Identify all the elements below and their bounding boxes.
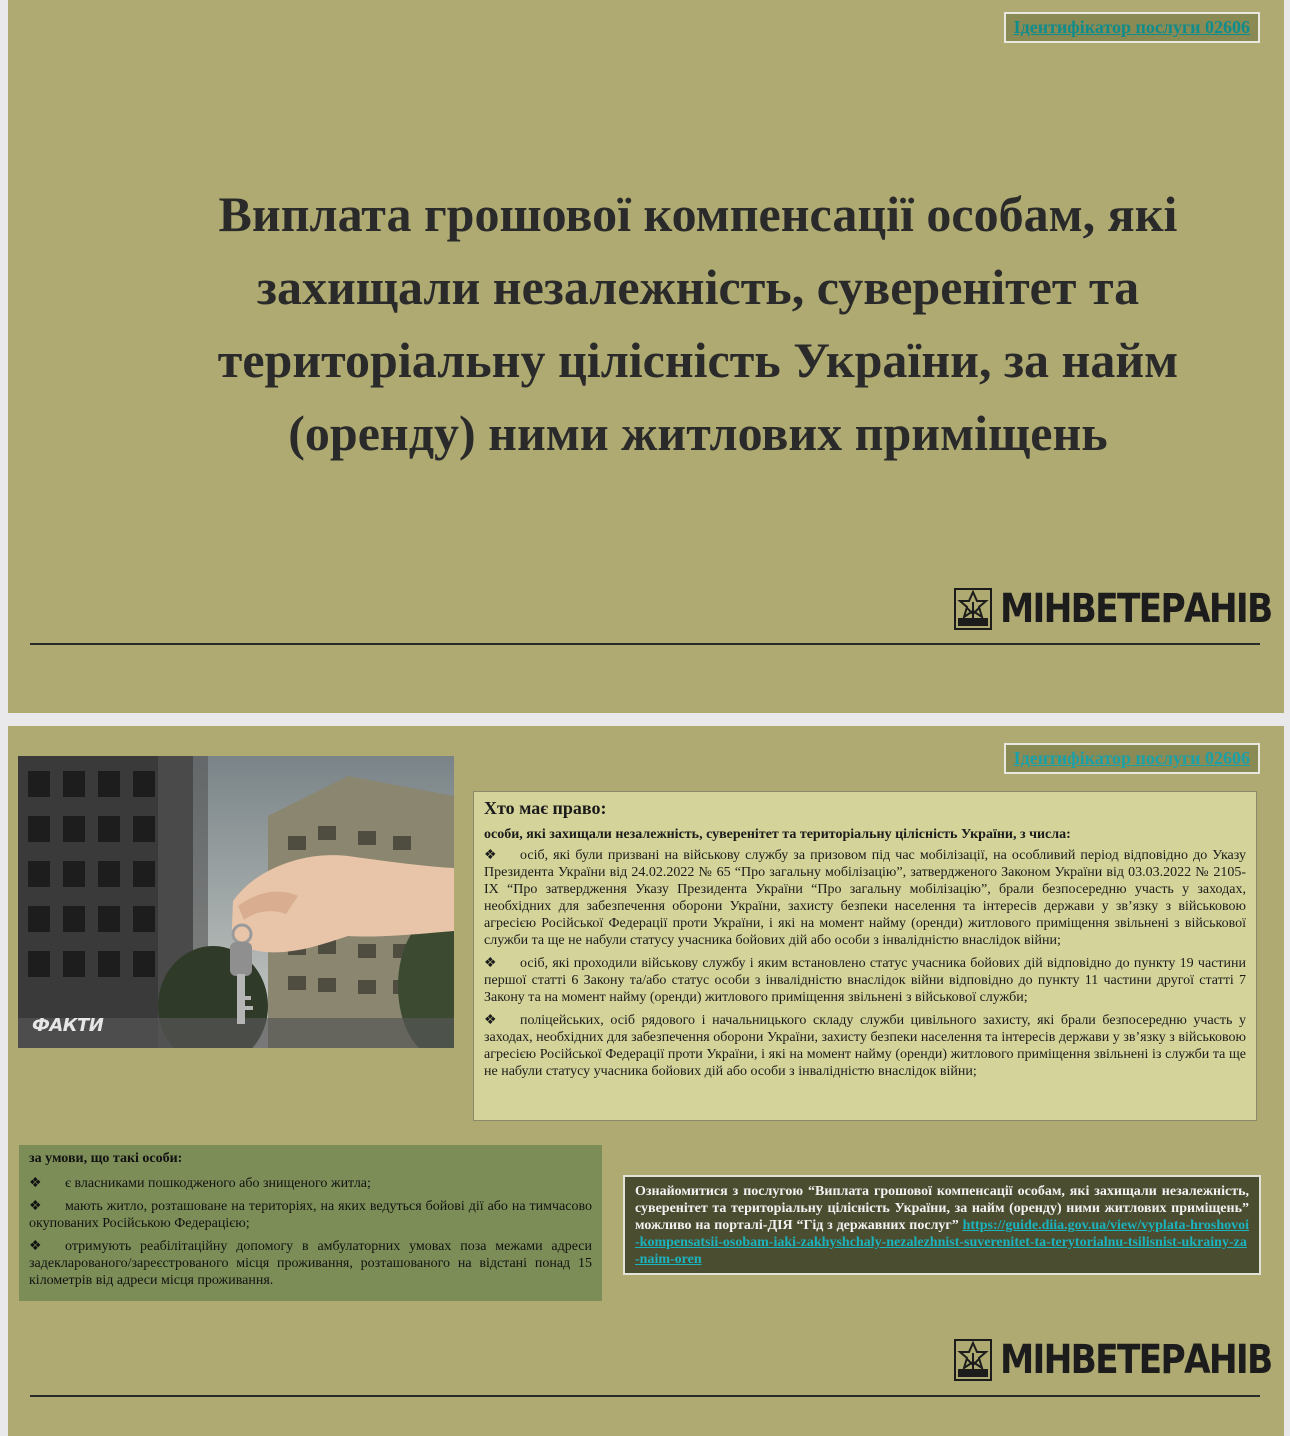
eligibility-item: ❖ поліцейських, осіб рядового і начальницького складу служби цивільного захисту, які брали безпосередню участь у заходах, необхідних для забезпечення оборони України, захисту безпеки населення та інтересів держави у зв’язку з військовою агресією Російської Федерації проти України, і які на момент найму (оренди) житлового приміщення звільнені із служби та ще не набули статусу учасника бойових дій або особи з інвалідністю внаслідок війни; bbox=[484, 1013, 1246, 1079]
eligibility-subtitle: особи, які захищали незалежність, суверенітет та територіальну цілісність України, з числа: bbox=[484, 827, 1071, 842]
eligibility-box bbox=[473, 791, 1257, 1121]
conditions-title: за умови, що такі особи: bbox=[29, 1151, 183, 1166]
eligibility-title: Хто має право: bbox=[484, 798, 607, 818]
bullet-icon: ❖ bbox=[29, 1199, 42, 1214]
diia-info-box bbox=[623, 1175, 1261, 1275]
bullet-icon: ❖ bbox=[484, 1013, 497, 1028]
condition-item: ❖ мають житло, розташоване на територіях, на яких ведуться бойові дії або на тимчасово окупованих Російською Федерацією; bbox=[29, 1199, 592, 1231]
photo-illustration bbox=[18, 756, 454, 1048]
page-title: Виплата грошової компенсації особам, які захищали незалежність, суверенітет та територіальну цілісність України, за найм (оренду) ними житлових приміщень bbox=[217, 186, 1179, 461]
ministry-logo bbox=[954, 586, 1290, 632]
eligibility-item: ❖ осіб, які були призвані на військову службу за призовом під час мобілізації, на особливий період відповідно до Указу Президента України від 24.02.2022 № 65 “Про загальну мобілізацію”, затвердженого Законом України від 03.03.2022 № 2105-ІХ “Про затвердження Указу Президента України “Про загальну мобілізацію”, брали безпосередню участь у заходах, необхідних для забезпечення оборони України, захисту безпеки населення та інтересів держави у зв’язку з військовою агресією Російської Федерації проти України, і які на момент найму (оренди) житлового приміщення звільнені з військової служби та ще не набули статусу учасника бойових дій або особи з інвалідністю внаслідок війни; bbox=[484, 848, 1246, 948]
service-id-label[interactable]: Ідентифікатор послуги 02606 bbox=[1004, 743, 1260, 774]
ministry-logo-text: МІНВЕТЕРАНІВ bbox=[1000, 1337, 1272, 1383]
diia-info-text: Ознайомитися з послугою “Виплата грошової компенсації особам, які захищали незалежність, суверенітет та територіальну цілісність України, за найм (оренду) ними житлових приміщень” можливо на порталі-ДІЯ “Гід з державних послуг” bbox=[635, 1184, 1249, 1233]
housing-keys-photo bbox=[18, 756, 454, 1048]
conditions-box bbox=[19, 1145, 602, 1301]
ministry-logo bbox=[954, 1337, 1290, 1383]
diia-guide-link[interactable]: https://guide.diia.gov.ua/view/vyplata-hroshovoi-kompensatsii-osobam-iaki-zakhyshchaly-nezalezhnist-suverenitet-ta-terytorialnu-tsilisnist-ukrainy-za-naim-oren bbox=[635, 1218, 1250, 1267]
bullet-icon: ❖ bbox=[29, 1176, 42, 1191]
bullet-icon: ❖ bbox=[484, 956, 497, 971]
eligibility-item: ❖ осіб, які проходили військову службу і яким встановлено статус учасника бойових дій відповідно до пункту 19 частини першої статті 6 Закону та/або статус особи з інвалідністю внаслідок війни відповідно до пункту 11 частини другої статті 7 Закону та на момент найму (оренди) житлового приміщення звільнені з військової служби; bbox=[484, 956, 1246, 1005]
ministry-emblem-icon bbox=[954, 588, 992, 630]
ministry-logo-text: МІНВЕТЕРАНІВ bbox=[1000, 586, 1272, 632]
title-slide bbox=[8, 0, 1284, 713]
condition-item: ❖ є власниками пошкодженого або знищеного житла; bbox=[29, 1176, 371, 1191]
bullet-icon: ❖ bbox=[29, 1239, 42, 1254]
divider bbox=[30, 643, 1260, 645]
bullet-icon: ❖ bbox=[484, 848, 497, 863]
service-id-label[interactable]: Ідентифікатор послуги 02606 bbox=[1004, 12, 1260, 43]
content-slide bbox=[8, 726, 1284, 1436]
ministry-emblem-icon bbox=[954, 1339, 992, 1381]
photo-caption: ФАКТИ bbox=[32, 1015, 104, 1036]
condition-item: ❖ отримують реабілітаційну допомогу в амбулаторних умовах поза межами адреси задекларованого/зареєстрованого місця проживання, розташованого на відстані понад 15 кілометрів від адреси місця проживання. bbox=[29, 1239, 592, 1288]
divider bbox=[30, 1395, 1260, 1397]
